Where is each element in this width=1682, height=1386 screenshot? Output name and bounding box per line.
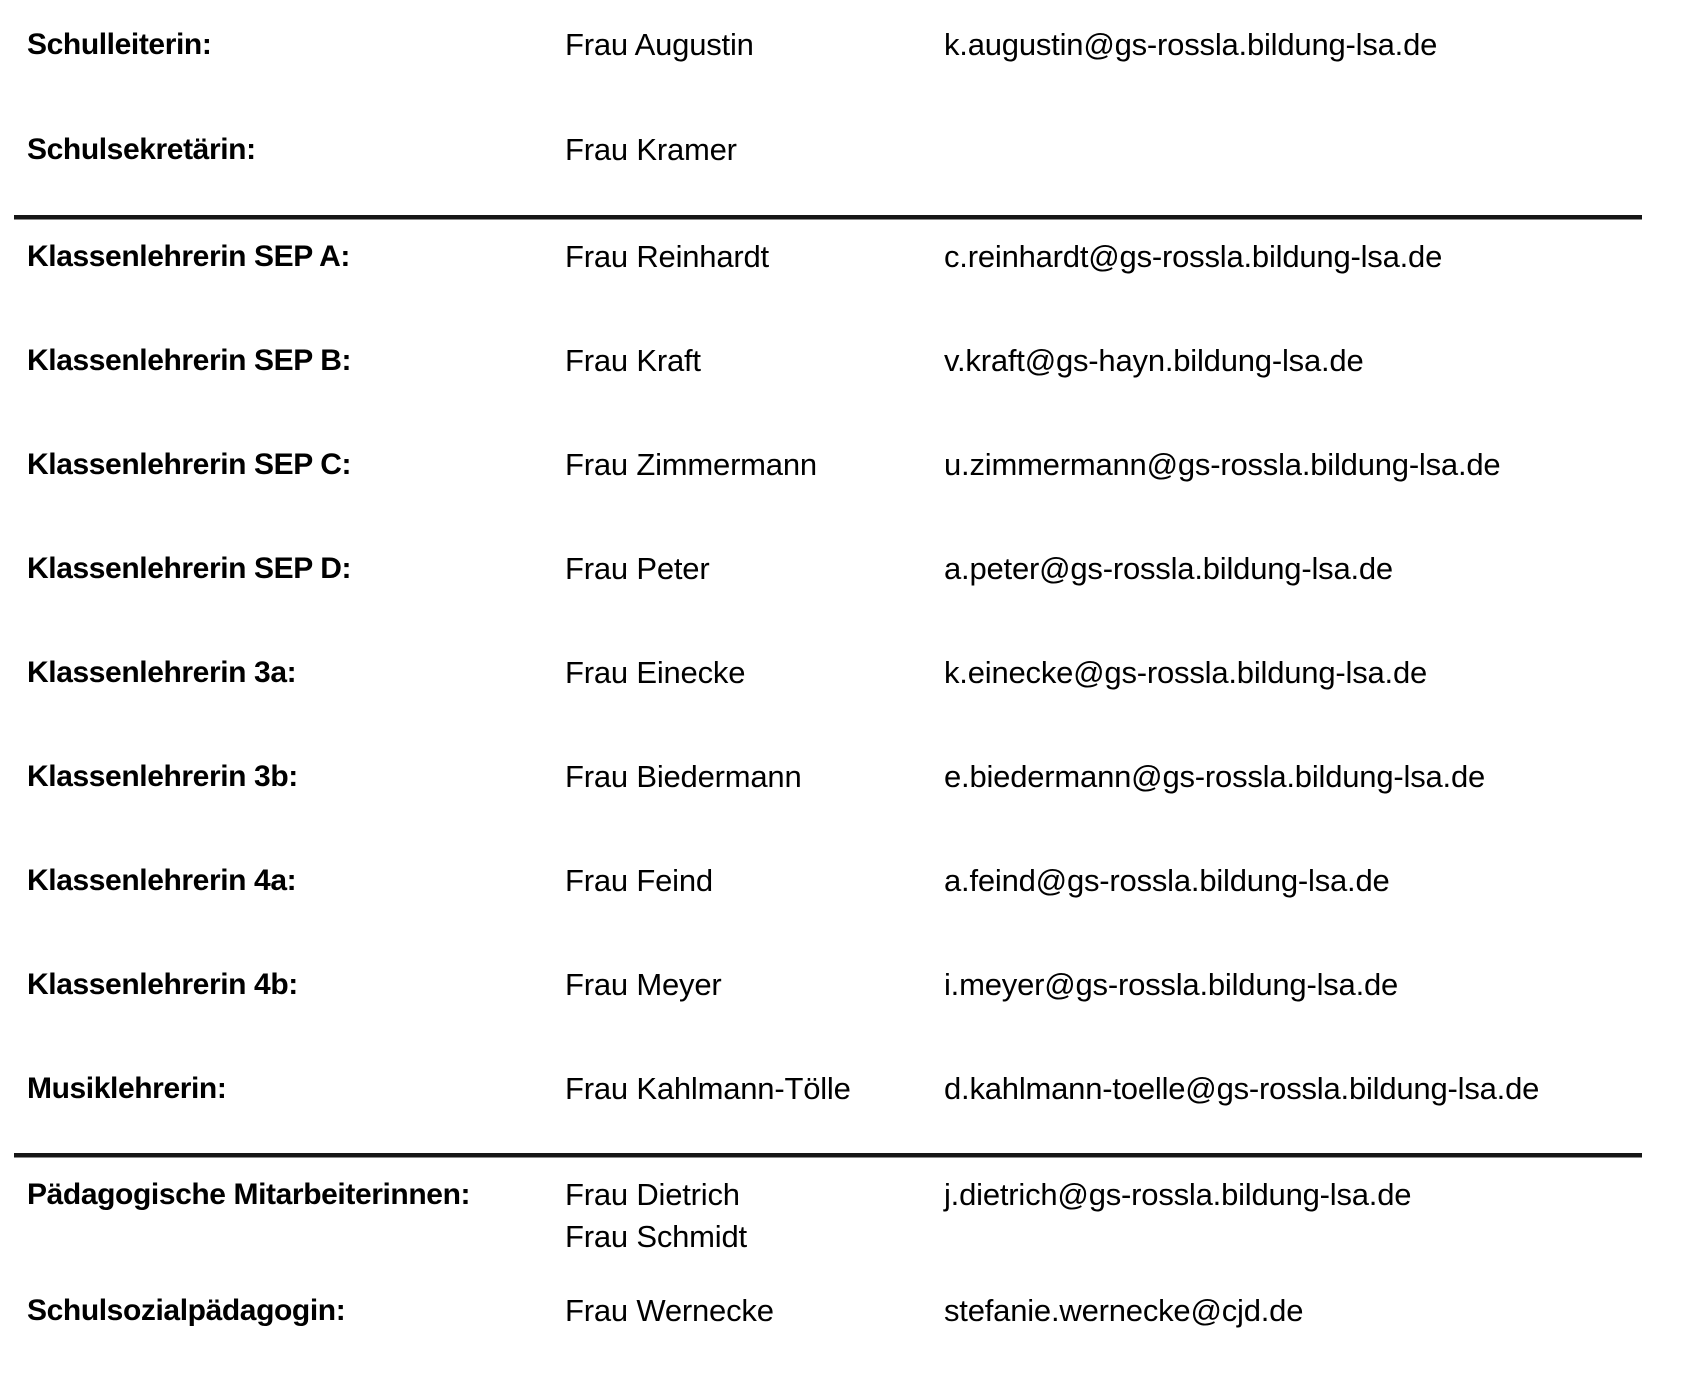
role-label: Pädagogische Mitarbeiterinnen: (27, 1178, 471, 1211)
section-divider (14, 215, 1642, 220)
person-name: Frau Kramer (565, 132, 737, 167)
table-row (27, 1068, 1662, 1110)
role-label: Schulsozialpädagogin: (27, 1294, 346, 1327)
person-name: Frau Feind (565, 863, 713, 898)
role-label: Klassenlehrerin 4b: (27, 968, 298, 1001)
role-label: Schulleiterin: (27, 28, 212, 61)
person-name: Frau Wernecke (565, 1293, 774, 1328)
table-row (27, 24, 1662, 66)
role-label: Klassenlehrerin 3b: (27, 760, 298, 793)
role-label: Schulsekretärin: (27, 133, 256, 166)
role-label: Klassenlehrerin SEP A: (27, 240, 351, 273)
email-address: j.dietrich@gs-rossla.bildung-lsa.de (944, 1177, 1412, 1212)
person-name: Frau Kahlmann-Tölle (565, 1071, 851, 1106)
role-label: Klassenlehrerin 3a: (27, 656, 297, 689)
table-row (27, 129, 1662, 171)
email-address: a.feind@gs-rossla.bildung-lsa.de (944, 863, 1390, 898)
email-address: c.reinhardt@gs-rossla.bildung-lsa.de (944, 239, 1443, 274)
email-address: i.meyer@gs-rossla.bildung-lsa.de (944, 967, 1399, 1002)
role-label: Klassenlehrerin SEP D: (27, 552, 352, 585)
person-name: Frau Zimmermann (565, 447, 817, 482)
email-address: k.augustin@gs-rossla.bildung-lsa.de (944, 27, 1438, 62)
person-name: Frau Einecke (565, 655, 746, 690)
table-row (27, 236, 1662, 278)
person-name: Frau Peter (565, 551, 710, 586)
person-name: Frau Meyer (565, 967, 722, 1002)
table-row (27, 860, 1662, 902)
role-label: Klassenlehrerin SEP C: (27, 448, 352, 481)
person-name-group (565, 1174, 944, 1258)
person-name: Frau Biedermann (565, 759, 802, 794)
section-divider (14, 1153, 1642, 1158)
table-row (27, 548, 1662, 590)
person-name: Frau Kraft (565, 343, 701, 378)
table-row (27, 1174, 1662, 1258)
email-address: u.zimmermann@gs-rossla.bildung-lsa.de (944, 447, 1501, 482)
table-row (27, 1290, 1662, 1332)
person-name: Frau Reinhardt (565, 239, 769, 274)
role-label: Klassenlehrerin SEP B: (27, 344, 352, 377)
email-address: stefanie.wernecke@cjd.de (944, 1293, 1304, 1328)
person-name: Frau Schmidt (565, 1219, 747, 1254)
table-row (27, 444, 1662, 486)
person-name: Frau Augustin (565, 27, 754, 62)
table-row (27, 340, 1662, 382)
role-label: Klassenlehrerin 4a: (27, 864, 297, 897)
email-address: e.biedermann@gs-rossla.bildung-lsa.de (944, 759, 1486, 794)
table-row (27, 652, 1662, 694)
email-address: v.kraft@gs-hayn.bildung-lsa.de (944, 343, 1364, 378)
role-label: Musiklehrerin: (27, 1072, 227, 1105)
email-address (944, 129, 1662, 171)
table-row (27, 756, 1662, 798)
table-row (27, 964, 1662, 1006)
email-address: a.peter@gs-rossla.bildung-lsa.de (944, 551, 1393, 586)
email-address: d.kahlmann-toelle@gs-rossla.bildung-lsa.de (944, 1071, 1540, 1106)
email-address: k.einecke@gs-rossla.bildung-lsa.de (944, 655, 1428, 690)
person-name: Frau Dietrich (565, 1177, 740, 1212)
